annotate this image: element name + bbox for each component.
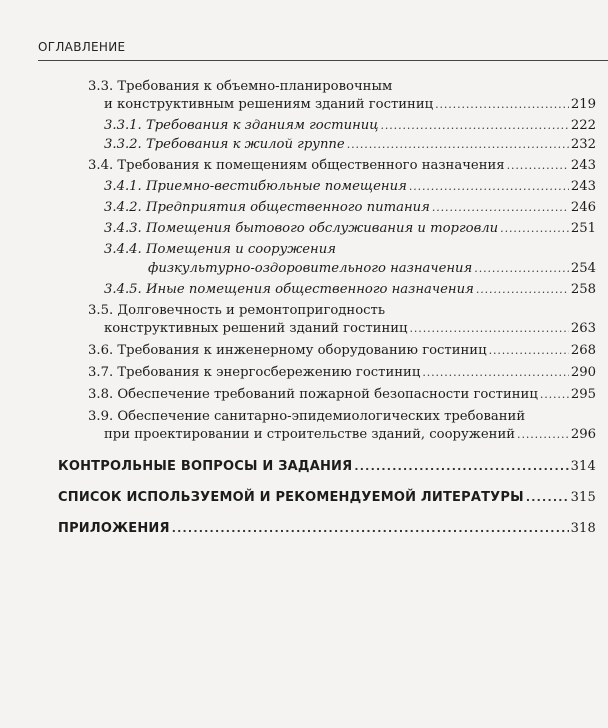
toc-entry-3-4-4[interactable] [148, 260, 596, 278]
page-number: 219 [570, 97, 596, 112]
page-number: 318 [570, 521, 596, 536]
toc-entry-3-3[interactable] [104, 96, 596, 114]
toc-entry-3-5[interactable] [104, 320, 596, 338]
page-number: 258 [570, 282, 596, 297]
page-number: 268 [570, 343, 596, 358]
toc-3-5-title-line1: 3.5. Долговечность и ремонтопригодность [88, 303, 386, 318]
page-number: 315 [570, 490, 596, 505]
toc-3-4-3-title: 3.4.3. Помещения бытового обслуживания и торговли [104, 221, 499, 236]
toc-3-9-title-line1: 3.9. Обеспечение санитарно-эпидемиологических требований [88, 409, 526, 424]
toc-3-3-title-line2: и конструктивным решениям зданий гостиниц [104, 97, 434, 112]
leader-dots [409, 178, 569, 196]
toc-3-4-2-title: 3.4.2. Предприятия общественного питания [104, 200, 430, 215]
toc-entry-3-4[interactable] [88, 157, 596, 175]
leader-dots [474, 260, 569, 278]
toc-3-9-title-line2: при проектировании и строительстве зданий, сооружений [104, 427, 516, 442]
toc-3-3-title-line1: 3.3. Требования к объемно-планировочным [88, 79, 393, 94]
toc-entry-3-6[interactable] [88, 342, 596, 360]
toc-3-4-title: 3.4. Требования к помещениям общественного назначения [88, 158, 505, 173]
page-number: 232 [570, 137, 596, 152]
toc-entry-3-4-3[interactable] [104, 220, 596, 238]
leader-dots [354, 458, 568, 476]
leader-dots [489, 342, 569, 360]
page-number: 251 [570, 221, 596, 236]
leader-dots [172, 520, 569, 538]
page-number: 263 [570, 321, 596, 336]
leader-dots [435, 96, 569, 114]
toc-entry-3-4-2[interactable] [104, 199, 596, 217]
toc-entry-questions[interactable] [58, 458, 596, 476]
toc-entry-3-4-5[interactable] [104, 281, 596, 299]
toc-3-4-1-title: 3.4.1. Приемно-вестибюльные помещения [104, 179, 407, 194]
toc-entry-appendix[interactable] [58, 520, 596, 538]
toc-3-8-title: 3.8. Обеспечение требований пожарной безопасности гостиниц [88, 387, 538, 402]
page-number: 246 [570, 200, 596, 215]
page-number: 254 [570, 261, 596, 276]
leader-dots [381, 117, 569, 135]
page-number: 243 [570, 158, 596, 173]
toc-entry-3-3-1[interactable] [104, 117, 596, 135]
leader-dots [526, 489, 569, 507]
leader-dots [347, 136, 569, 154]
leader-dots [410, 320, 569, 338]
leader-dots [500, 220, 569, 238]
leader-dots [540, 386, 569, 404]
toc-entry-3-7[interactable] [88, 364, 596, 382]
toc-3-4-4-title-line2: физкультурно-оздоровительного назначения [148, 261, 473, 276]
toc-entry-3-8[interactable] [88, 386, 596, 404]
page-number: 314 [570, 459, 596, 474]
page-number: 296 [570, 427, 596, 442]
toc-3-3-2-title: 3.3.2. Требования к жилой группе [104, 137, 345, 152]
leader-dots [476, 281, 569, 299]
toc-entry-3-4-1[interactable] [104, 178, 596, 196]
toc-3-4-4-title-line1: 3.4.4. Помещения и сооружения [104, 242, 336, 257]
toc-entry-literature[interactable] [58, 489, 596, 507]
toc-3-6-title: 3.6. Требования к инженерному оборудованию гостиниц [88, 343, 487, 358]
toc-3-3-1-title: 3.3.1. Требования к зданиям гостиниц [104, 118, 379, 133]
toc-3-5-title-line2: конструктивных решений зданий гостиниц [104, 321, 408, 336]
leader-dots [422, 364, 569, 382]
leader-dots [507, 157, 569, 175]
toc-appendix-title: ПРИЛОЖЕНИЯ [58, 521, 170, 536]
leader-dots [517, 426, 569, 444]
toc-entry-3-9[interactable] [104, 426, 596, 444]
toc-questions-title: КОНТРОЛЬНЫЕ ВОПРОСЫ И ЗАДАНИЯ [58, 459, 353, 474]
running-header: ОГЛАВЛЕНИЕ [38, 40, 126, 54]
leader-dots [432, 199, 569, 217]
toc-entry-3-3-2[interactable] [104, 136, 596, 154]
page-number: 290 [570, 365, 596, 380]
page-number: 243 [570, 179, 596, 194]
page-number: 222 [570, 118, 596, 133]
header-rule [38, 60, 608, 61]
page-number: 295 [570, 387, 596, 402]
toc-3-4-5-title: 3.4.5. Иные помещения общественного назначения [104, 282, 474, 297]
toc-3-7-title: 3.7. Требования к энергосбережению гостиниц [88, 365, 421, 380]
toc-literature-title: СПИСОК ИСПОЛЬЗУЕМОЙ И РЕКОМЕНДУЕМОЙ ЛИТЕРАТУРЫ [58, 490, 524, 505]
